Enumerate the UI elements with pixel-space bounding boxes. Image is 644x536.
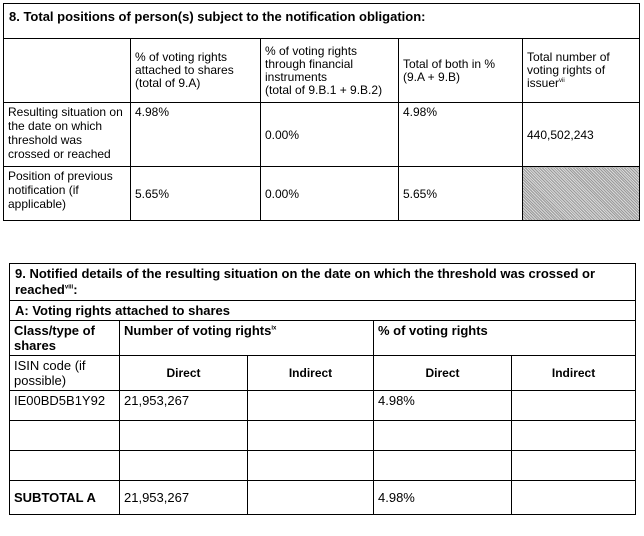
previous-total-pct: 5.65% — [399, 167, 523, 221]
header-shares-pct: % of voting rights attached to shares (total of 9.A) — [131, 39, 261, 103]
isin-cell: IE00BD5B1Y92 — [10, 391, 120, 421]
header-pct-indirect: Indirect — [512, 356, 636, 391]
header-pct-voting-rights: % of voting rights — [374, 321, 636, 356]
pct-direct-cell: 4.98% — [374, 391, 512, 421]
table-row — [4, 103, 640, 167]
isin-cell — [10, 421, 120, 451]
num-indirect-cell — [248, 451, 374, 481]
footnote-vii: vii — [559, 78, 565, 84]
notified-details-table — [9, 263, 636, 515]
table-row — [10, 451, 636, 481]
header-number-voting-rights — [120, 321, 374, 356]
header-instruments-formula: (total of 9.B.1 + 9.B.2) — [265, 82, 383, 97]
subtotal-row — [10, 481, 636, 515]
pct-direct-cell — [374, 421, 512, 451]
subtotal-pct-direct: 4.98% — [374, 481, 512, 515]
isin-cell — [10, 451, 120, 481]
header-class-type: Class/type of shares — [10, 321, 120, 356]
resulting-shares-pct: 4.98% — [131, 103, 261, 167]
section-9-title-colon: : — [73, 282, 78, 297]
section-9-title-text: 9. Notified details of the resulting situation on the date on which the threshold was crossed or reached — [15, 266, 596, 297]
row-label-resulting: Resulting situation on the date on which threshold was crossed or reached — [4, 103, 131, 167]
header-num-indirect: Indirect — [248, 356, 374, 391]
table-row — [10, 391, 636, 421]
resulting-instruments-pct: 0.00% — [261, 103, 399, 167]
footnote-ix: ix — [271, 325, 277, 332]
num-direct-cell: 21,953,267 — [120, 391, 248, 421]
header-num-direct: Direct — [120, 356, 248, 391]
header-number-voting-rights-label: Number of voting rights — [124, 323, 272, 338]
header-total-voting-rights — [523, 39, 640, 103]
table-row — [4, 167, 640, 221]
row-label-previous: Position of previous notification (if applicable) — [4, 167, 131, 221]
total-positions-table — [3, 3, 640, 221]
section-9-title — [10, 264, 636, 301]
total-voting-rights-value: 440,502,243 — [523, 103, 640, 167]
header-instruments-label: % of voting rights through financial instruments — [265, 43, 358, 84]
subtotal-num-indirect — [248, 481, 374, 515]
previous-shares-pct: 5.65% — [131, 167, 261, 221]
header-pct-direct: Direct — [374, 356, 512, 391]
resulting-total-pct: 4.98% — [399, 103, 523, 167]
previous-instruments-pct: 0.00% — [261, 167, 399, 221]
pct-direct-cell — [374, 451, 512, 481]
num-direct-cell — [120, 421, 248, 451]
section-9a-subtitle: A: Voting rights attached to shares — [10, 301, 636, 321]
pct-indirect-cell — [512, 421, 636, 451]
subtotal-label: SUBTOTAL A — [10, 481, 120, 515]
pct-indirect-cell — [512, 391, 636, 421]
num-direct-cell — [120, 451, 248, 481]
footnote-viii: viii — [64, 284, 74, 291]
subtotal-num-direct: 21,953,267 — [120, 481, 248, 515]
header-instruments-pct — [261, 39, 399, 103]
table-row — [10, 421, 636, 451]
subtotal-pct-indirect — [512, 481, 636, 515]
header-empty — [4, 39, 131, 103]
num-indirect-cell — [248, 421, 374, 451]
header-total-pct: Total of both in % (9.A + 9.B) — [399, 39, 523, 103]
pct-indirect-cell — [512, 451, 636, 481]
num-indirect-cell — [248, 391, 374, 421]
hatched-cell — [523, 167, 640, 221]
header-isin: ISIN code (if possible) — [10, 356, 120, 391]
header-total-voting-rights-label: Total number of voting rights of issuer — [527, 50, 610, 90]
section-8-title: 8. Total positions of person(s) subject to the notification obligation: — [4, 4, 640, 39]
